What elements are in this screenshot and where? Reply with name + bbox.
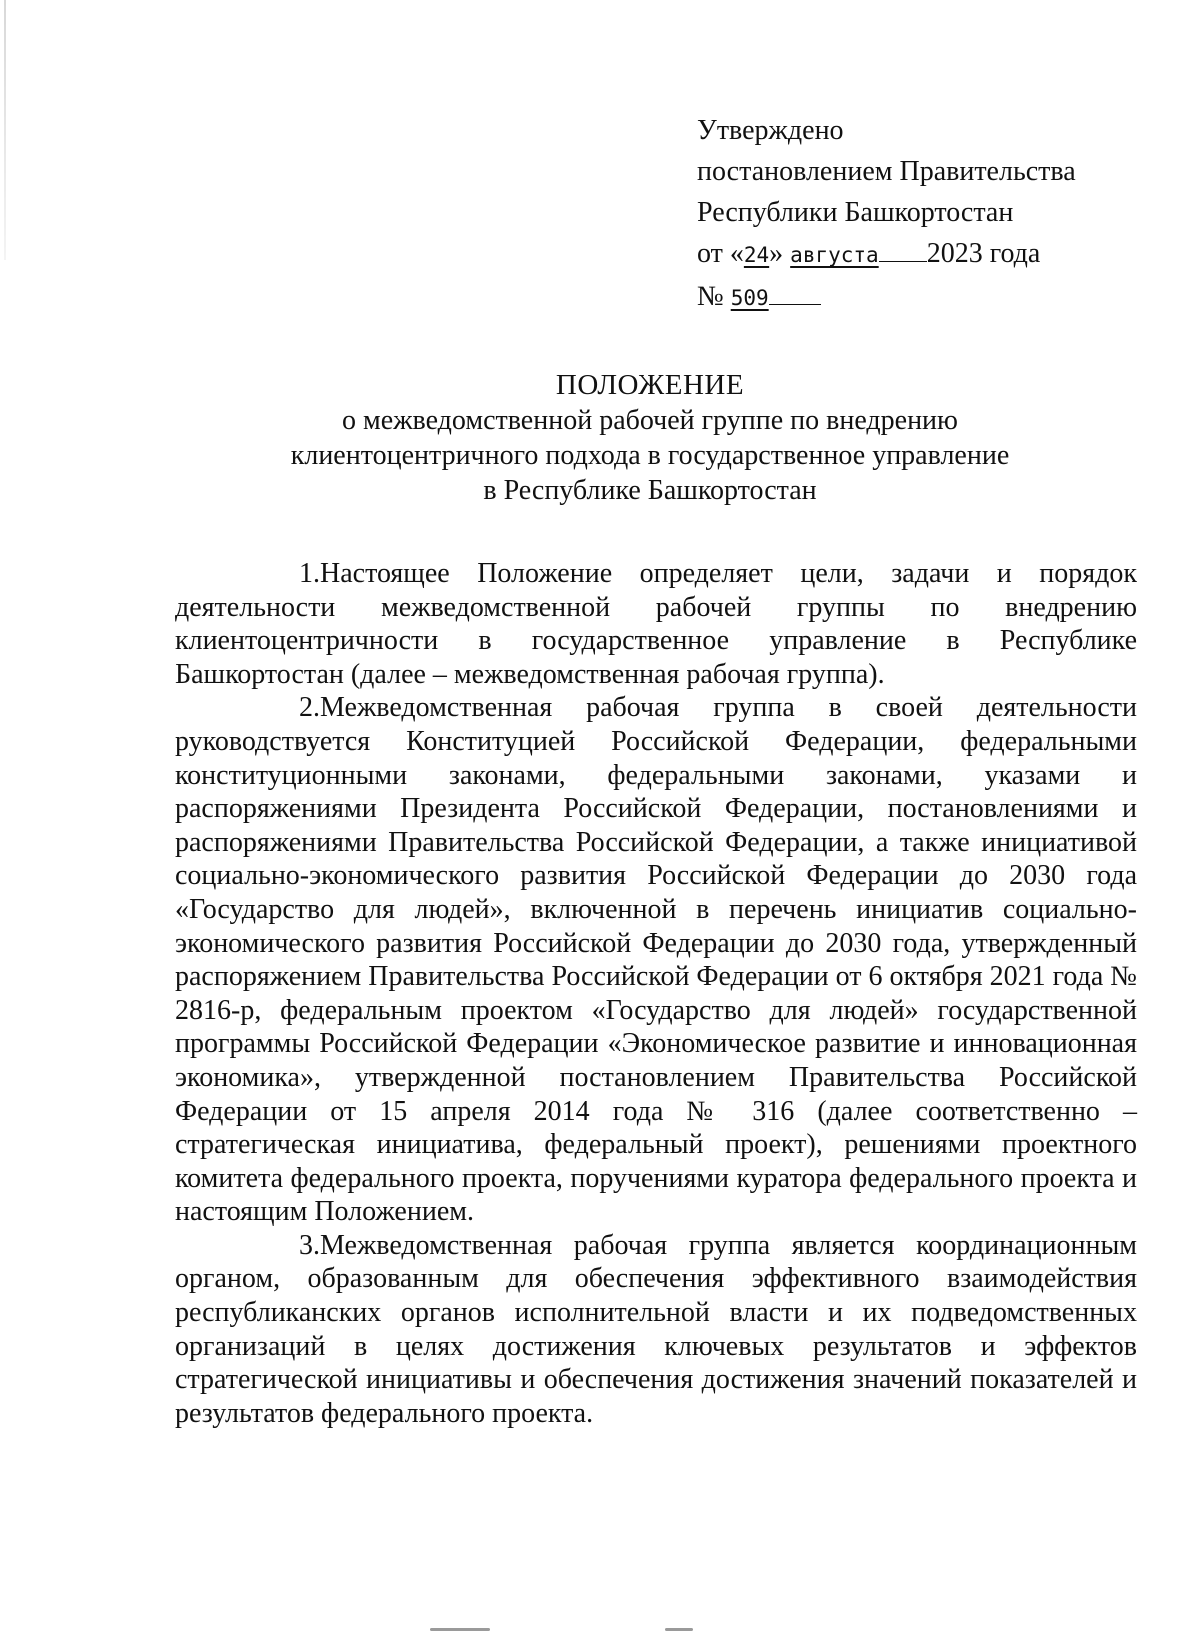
approval-stamp-block [697, 110, 1127, 319]
paragraph-number: 3. [299, 1229, 320, 1261]
next-page-text-fragment [665, 1628, 693, 1631]
approval-number-line [697, 276, 1127, 319]
paragraph-text: Настоящее Положение определяет цели, задачи и порядок деятельности межведомственной рабочей группы по внедрению клиентоцентричности в государственное управление в Республике Башкортостан (далее – межведомственная рабочая группа). [175, 558, 1137, 690]
paragraph-1 [175, 557, 1137, 691]
date-mid: » [769, 238, 784, 269]
paragraph-text: Межведомственная рабочая группа является координационным органом, образованным для обеспечения эффективного взаимодействия республиканских органов исполнительной власти и их подведомственных организаций в целях достижения ключевых результатов и эффектов стратегической инициативы и обеспечения достижения значений показателей и результатов федерального проекта. [175, 1229, 1137, 1429]
title-heading: ПОЛОЖЕНИЕ [555, 369, 745, 401]
paragraph-text: Межведомственная рабочая группа в своей деятельности руководствуется Конституцией Российской Федерации, федеральными конституционными законами, федеральными законами, указами и распоряжениями Президента Российской Федерации, постановлениями и распоряжениями Правительства Российской Федерации, а также инициативой социально-экономического развития Российской Федерации до 2030 года «Государство для людей», включенной в перечень инициатив социально-экономического развития Российской Федерации до 2030 года, утвержденный распоряжением Правительства Российской Федерации от 6 октября 2021 года № 2816-р, федеральным проектом «Государство для людей» государственной программы Российской Федерации «Экономическое развитие и инновационная экономика», утвержденной постановлением Правительства Российской Федерации от 15 апреля 2014 года № 316 (далее соответственно – стратегическая инициатива, федеральный проект), решениями проектного комитета федерального проекта, поручениями куратора федерального проекта и настоящим Положением. [175, 692, 1138, 1228]
document-number: 509 [730, 286, 769, 310]
paragraph-number: 2. [299, 692, 320, 724]
approval-line-resolution: постановлением Правительства [697, 156, 1076, 187]
document-body [175, 557, 1137, 1430]
date-day: 24 [743, 243, 770, 267]
number-prefix: № [697, 281, 724, 312]
title-line-2: клиентоцентричного подхода в государственное управление [290, 440, 1010, 471]
approval-line-approved: Утверждено [697, 115, 844, 146]
title-line-1: о межведомственной рабочей группе по внедрению [342, 405, 958, 436]
date-month: августа [790, 243, 879, 267]
document-title [150, 368, 1150, 508]
approval-date-line [697, 233, 1127, 276]
paragraph-number: 1. [299, 558, 320, 589]
paragraph-3 [175, 1229, 1137, 1431]
next-page-text-fragment [430, 1628, 490, 1631]
number-underline [769, 280, 821, 305]
date-prefix: от « [697, 238, 744, 269]
date-underline [879, 237, 927, 262]
approval-line-republic: Республики Башкортостан [697, 197, 1014, 228]
paragraph-2 [175, 691, 1137, 1229]
date-year: 2023 года [926, 238, 1041, 269]
title-line-3: в Республике Башкортостан [483, 475, 817, 506]
scan-edge [4, 0, 6, 260]
